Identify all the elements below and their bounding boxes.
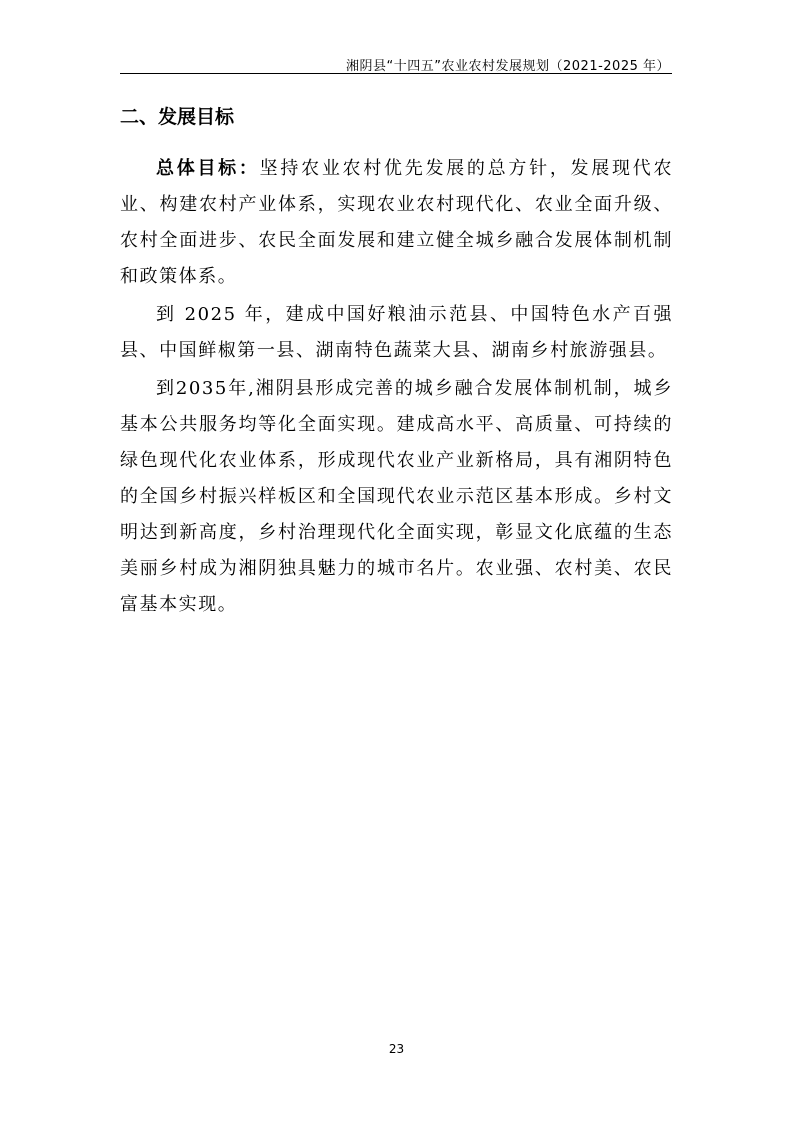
paragraph-2035-goal	[120, 371, 673, 623]
paragraph-lead-label: 总体目标：	[156, 158, 260, 179]
paragraph-text: 到2035年,湘阴县形成完善的城乡融合发展体制机制，城乡基本公共服务均等化全面实现。建成高水平、高质量、可持续的绿色现代化农业体系，形成现代农业产业新格局，具有湘阴特色的全国乡村振兴样板区和全国现代农业示范区基本形成。乡村文明达到新高度，乡村治理现代化全面实现，彰显文化底蕴的生态美丽乡村成为湘阴独具魅力的城市名片。农业强、农村美、农民富基本实现。	[120, 378, 673, 615]
running-title: 湘阴县“十四五”农业农村发展规划（2021-2025 年）	[346, 59, 670, 74]
paragraph-text: 到 2025 年，建成中国好粮油示范县、中国特色水产百强县、中国鲜椒第一县、湖南特色蔬菜大县、湖南乡村旅游强县。	[120, 304, 673, 361]
paragraph-2025-goal	[120, 297, 673, 369]
paragraph-text: 坚持农业农村优先发展的总方针，发展现代农业、构建农村产业体系，实现农业农村现代化、农业全面升级、农村全面进步、农民全面发展和建立健全城乡融合发展体制机制和政策体系。	[120, 158, 674, 287]
section-title: 二、发展目标	[120, 106, 235, 128]
paragraph-overall-goal	[120, 151, 673, 295]
page-header	[120, 47, 672, 74]
body-text	[120, 151, 673, 625]
page-number: 23	[388, 1042, 405, 1056]
